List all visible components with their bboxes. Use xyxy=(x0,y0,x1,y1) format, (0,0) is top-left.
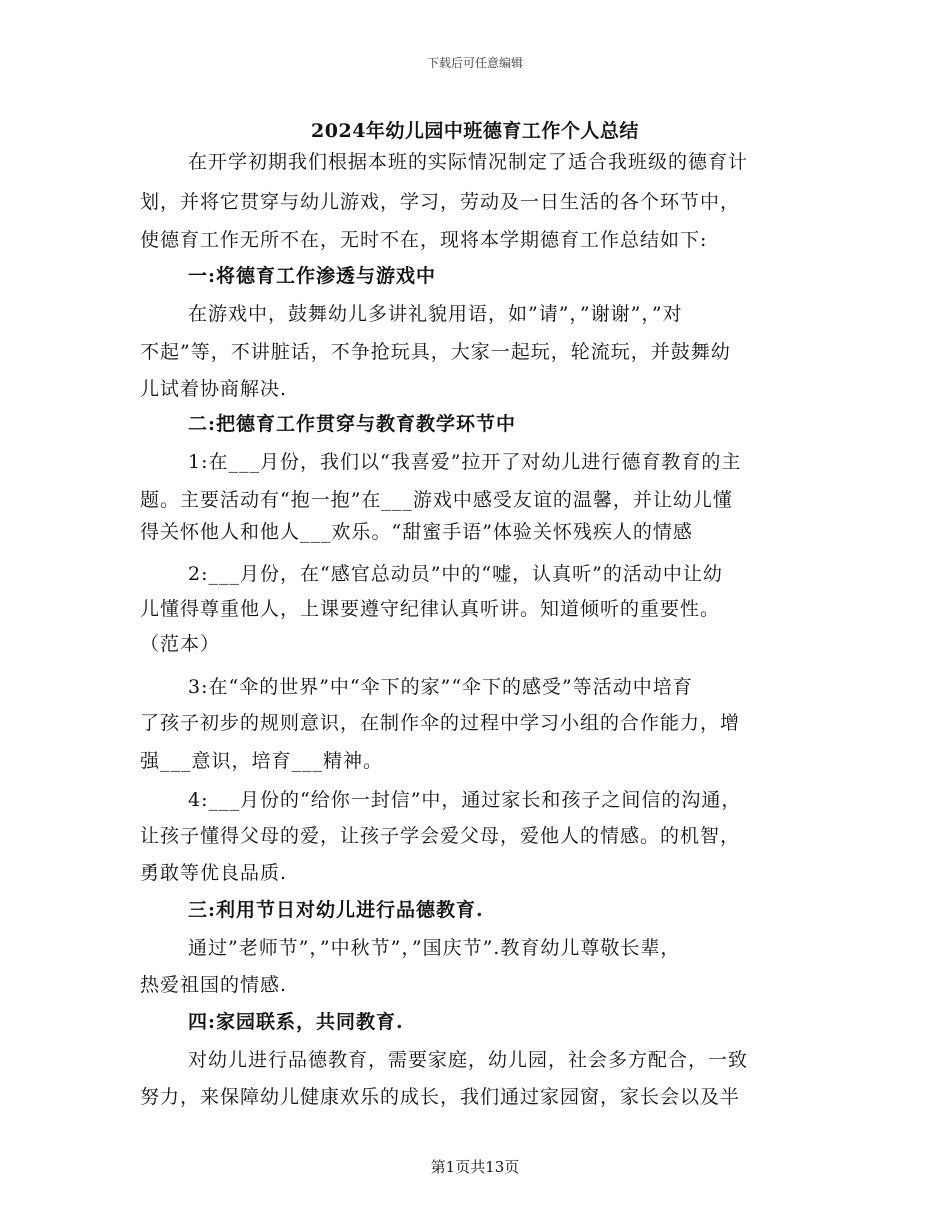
paragraph-line: 题。主要活动有“抱一抱”在___游戏中感受友谊的温馨，并让幼儿懂 xyxy=(140,489,733,511)
paragraph-line: 在开学初期我们根据本班的实际情况制定了适合我班级的德育计 xyxy=(188,151,749,173)
paragraph-line: （范本） xyxy=(140,633,221,655)
paragraph-line: 强___意识，培育___精神。 xyxy=(140,750,384,772)
paragraph-line: 划，并将它贯穿与幼儿游戏，学习，劳动及一日生活的各个环节中， xyxy=(140,191,741,213)
page-header: 下载后可任意编辑 xyxy=(426,56,523,70)
document-title: 2024年幼儿园中班德育工作个人总结 xyxy=(311,120,639,142)
paragraph-line: 不起”等，不讲脏话，不争抢玩具，大家一起玩，轮流玩，并鼓舞幼 xyxy=(140,341,731,363)
paragraph-line: 2:___月份，在“感官总动员”中的“嘘，认真听”的活动中让幼 xyxy=(188,563,723,585)
section-heading: 二:把德育工作贯穿与教育教学环节中 xyxy=(188,413,517,435)
paragraph-line: 1:在___月份，我们以“我喜爱”拉开了对幼儿进行德育教育的主 xyxy=(188,451,742,473)
paragraph-line: 儿试着协商解决. xyxy=(140,378,288,400)
section-heading: 四:家园联系，共同教育. xyxy=(188,1011,404,1033)
paragraph-line: 在游戏中，鼓舞幼儿多讲礼貌用语，如”请”，”谢谢”，”对 xyxy=(188,303,683,325)
paragraph-line: 勇敢等优良品质. xyxy=(140,862,288,884)
paragraph-line: 了孩子初步的规则意识，在制作伞的过程中学习小组的合作能力，增 xyxy=(140,712,741,734)
paragraph-line: 4:___月份的“给你一封信”中，通过家长和孩子之间信的沟通， xyxy=(188,789,742,811)
paragraph-line: 通过”老师节”，”中秋节”，”国庆节”.教育幼儿尊敬长辈， xyxy=(188,937,681,959)
page-footer: 第1页共13页 xyxy=(430,1158,520,1176)
paragraph-line: 对幼儿进行品德教育，需要家庭，幼儿园，社会多方配合，一致 xyxy=(188,1049,749,1071)
paragraph-line: 儿懂得尊重他人，上课要遵守纪律认真听讲。知道倾听的重要性。 xyxy=(140,598,721,620)
paragraph-line: 3:在“伞的世界”中“伞下的家”“伞下的感受”等活动中培育 xyxy=(188,676,693,698)
section-heading: 三:利用节日对幼儿进行品德教育. xyxy=(188,899,484,921)
paragraph-line: 使德育工作无所不在，无时不在，现将本学期德育工作总结如下: xyxy=(140,229,708,251)
section-heading: 一:将德育工作渗透与游戏中 xyxy=(188,265,437,287)
paragraph-line: 热爱祖国的情感. xyxy=(140,974,288,996)
paragraph-line: 得关怀他人和他人___欢乐。“甜蜜手语”体验关怀残疾人的情感 xyxy=(140,521,693,543)
paragraph-line: 让孩子懂得父母的爱，让孩子学会爱父母，爱他人的情感。的机智， xyxy=(140,825,741,847)
paragraph-line: 努力，来保障幼儿健康欢乐的成长，我们通过家园窗，家长会以及半 xyxy=(140,1086,741,1108)
